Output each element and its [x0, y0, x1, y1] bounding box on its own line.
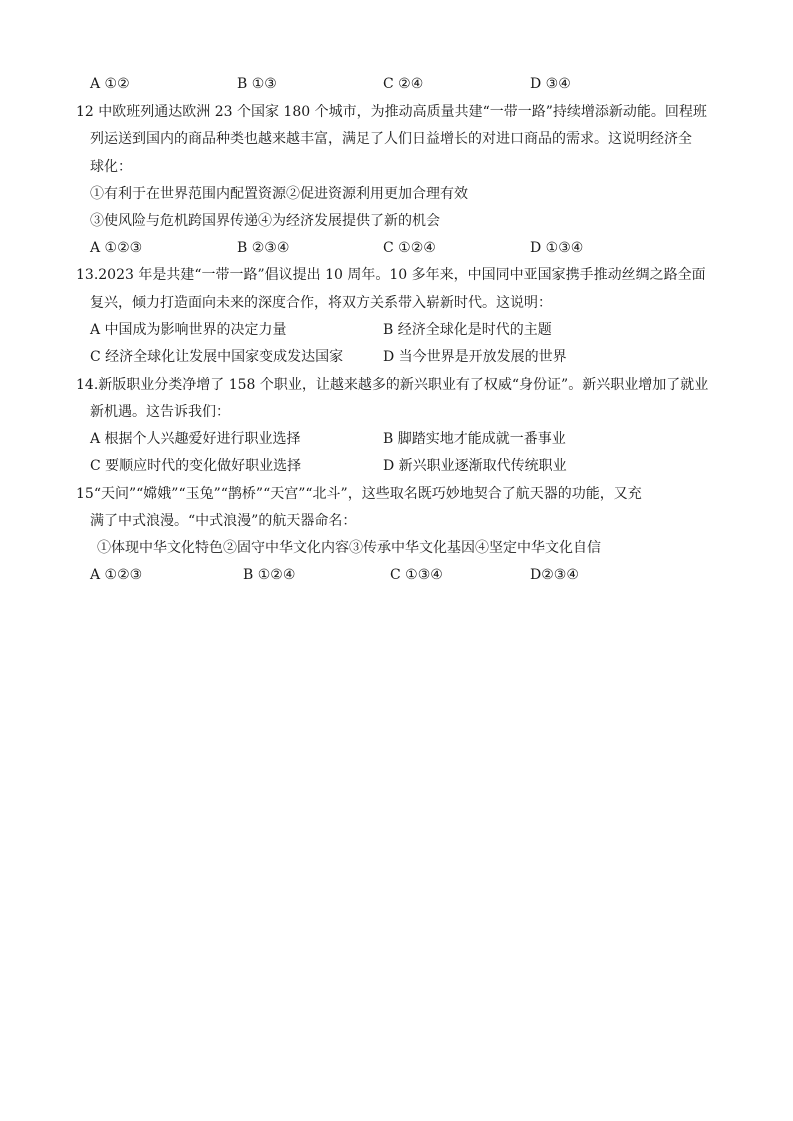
q11-option-c: C ②④	[383, 76, 424, 92]
q15-stem-line2: 满了中式浪漫。“中式浪漫”的航天器命名：	[90, 513, 357, 529]
q13-stem-line1: 13.2023 年是共建“一带一路”倡议提出 10 周年。10 多年来，中国同中亚国家携手推动丝绸之路全面	[76, 267, 706, 283]
q13-option-c: C 经济全球化让发展中国家变成发达国家	[90, 349, 344, 365]
q14-option-b: B 脚踏实地才能成就一番事业	[383, 431, 566, 447]
q15-statements: ①体现中华文化特色②固守中华文化内容③传承中华文化基因④坚定中华文化自信	[97, 540, 601, 556]
q15-stem-line1: 15“天问”“嫦娥”“玉兔”“鹊桥”“天宫”“北斗”，这些取名既巧妙地契合了航天器的功能，又充	[76, 486, 642, 502]
q15-option-d: D②③④	[530, 567, 579, 583]
q12-stem-line1: 12 中欧班列通达欧洲 23 个国家 180 个城市，为推动高质量共建“一带一路”持续增添新动能。回程班	[76, 104, 707, 120]
q11-option-b: B ①③	[237, 76, 277, 92]
q12-statements-1: ①有利于在世界范围内配置资源②促进资源利用更加合理有效	[90, 186, 468, 202]
q15-option-b: B ①②④	[243, 567, 296, 583]
q14-option-d: D 新兴职业逐渐取代传统职业	[383, 458, 567, 474]
q12-statements-2: ③使风险与危机跨国界传递④为经济发展提供了新的机会	[90, 213, 440, 229]
q12-stem-line3: 球化：	[90, 159, 132, 175]
q13-stem-line2: 复兴，倾力打造面向未来的深度合作，将双方关系带入崭新时代。这说明：	[90, 295, 552, 311]
q14-stem-line2: 新机遇。这告诉我们：	[90, 404, 230, 420]
q13-option-a: A 中国成为影响世界的决定力量	[90, 322, 287, 338]
q14-option-a: A 根据个人兴趣爱好进行职业选择	[90, 431, 301, 447]
q12-option-b: B ②③④	[237, 240, 290, 256]
q15-option-a: A ①②③	[90, 567, 143, 583]
q12-option-c: C ①②④	[383, 240, 436, 256]
q15-option-c: C ①③④	[390, 567, 443, 583]
q13-option-d: D 当今世界是开放发展的世界	[383, 349, 567, 365]
q12-option-d: D ①③④	[530, 240, 584, 256]
q11-option-d: D ③④	[530, 76, 571, 92]
q14-stem-line1: 14.新版职业分类净增了 158 个职业，让越来越多的新兴职业有了权威“身份证”。新兴职业增加了就业	[76, 377, 709, 393]
q11-option-a: A ①②	[90, 76, 130, 92]
q12-stem-line2: 列运送到国内的商品种类也越来越丰富，满足了人们日益增长的对进口商品的需求。这说明经济全	[90, 131, 692, 147]
q13-option-b: B 经济全球化是时代的主题	[383, 322, 552, 338]
q12-option-a: A ①②③	[90, 240, 143, 256]
q14-option-c: C 要顺应时代的变化做好职业选择	[90, 458, 302, 474]
